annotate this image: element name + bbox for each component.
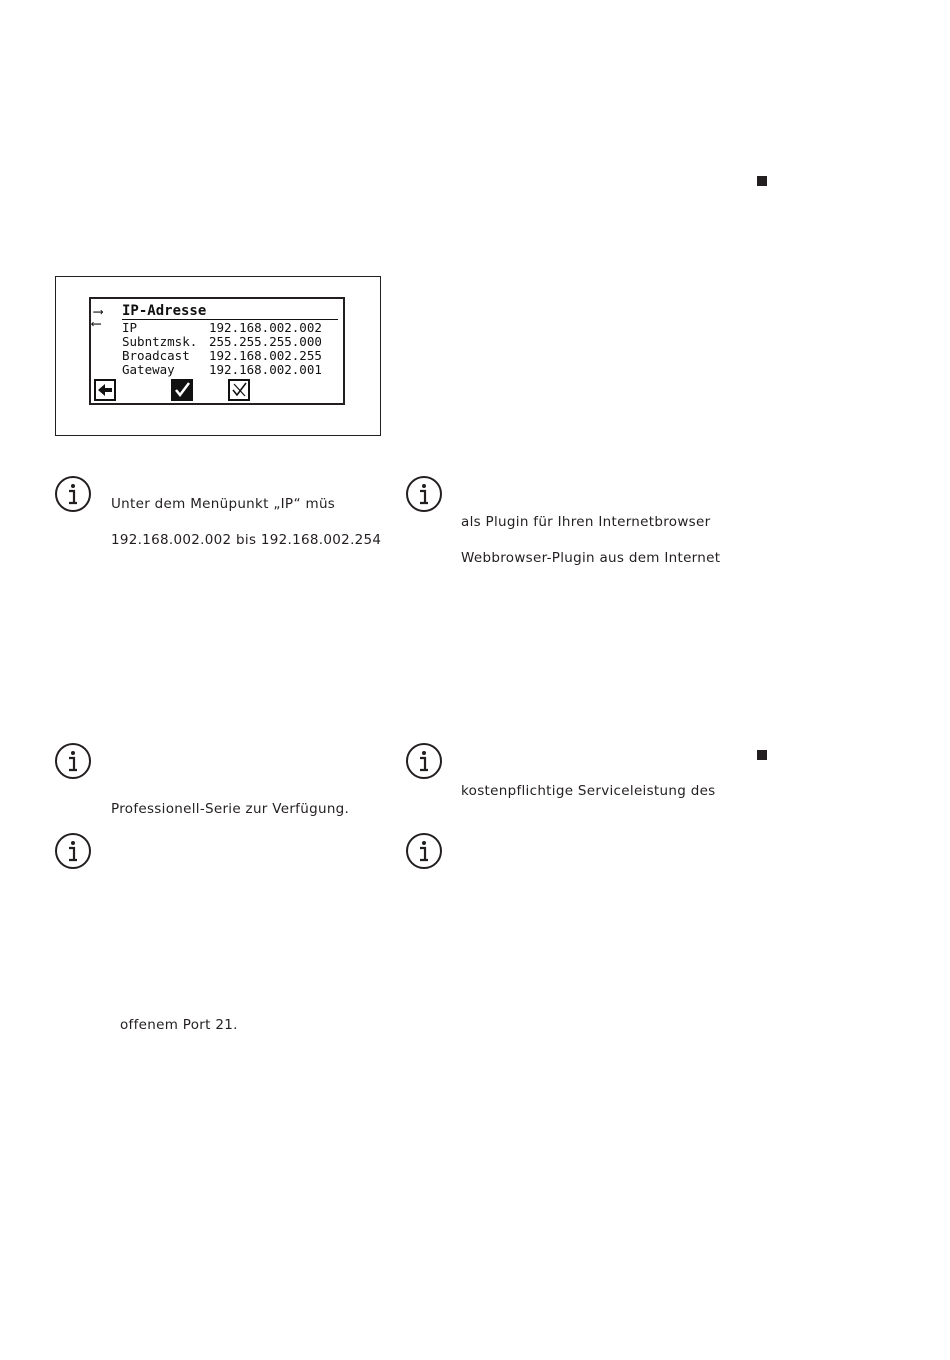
note-text: Unter dem Menüpunkt „IP“ müs	[111, 496, 336, 512]
note-text: Professionell-Serie zur Verfügung.	[111, 801, 350, 817]
back-arrow-icon	[94, 379, 116, 401]
info-icon	[54, 832, 92, 870]
note-text: kostenpflichtige Serviceleistung des	[461, 783, 716, 799]
row-label-ip: IP	[122, 320, 138, 335]
row-value-ip: 192.168.002.002	[209, 320, 322, 335]
lcd-display	[89, 297, 345, 405]
arrow-right-icon: ⟶	[94, 304, 103, 320]
arrow-left-icon: ⟵	[92, 316, 101, 332]
info-icon	[405, 832, 443, 870]
row-value-gateway: 192.168.002.001	[209, 362, 322, 377]
lcd-title: IP-Adresse	[122, 303, 207, 319]
info-icon	[405, 742, 443, 780]
cancel-check-icon	[228, 379, 250, 401]
note-text: 192.168.002.002 bis 192.168.002.254	[111, 532, 382, 548]
info-icon	[405, 475, 443, 513]
row-label-subnet: Subntzmsk.	[122, 334, 198, 349]
info-icon	[54, 742, 92, 780]
row-value-subnet: 255.255.255.000	[209, 334, 322, 349]
note-text: offenem Port 21.	[120, 1017, 238, 1033]
row-value-broadcast: 192.168.002.255	[209, 348, 322, 363]
section-end-marker	[757, 176, 767, 186]
note-text: Webbrowser-Plugin aus dem Internet	[461, 550, 721, 566]
section-end-marker	[757, 750, 767, 760]
note-text: als Plugin für Ihren Internetbrowser	[461, 514, 711, 530]
info-icon	[54, 475, 92, 513]
row-label-broadcast: Broadcast	[122, 348, 190, 363]
confirm-check-icon	[171, 379, 193, 401]
row-label-gateway: Gateway	[122, 362, 175, 377]
